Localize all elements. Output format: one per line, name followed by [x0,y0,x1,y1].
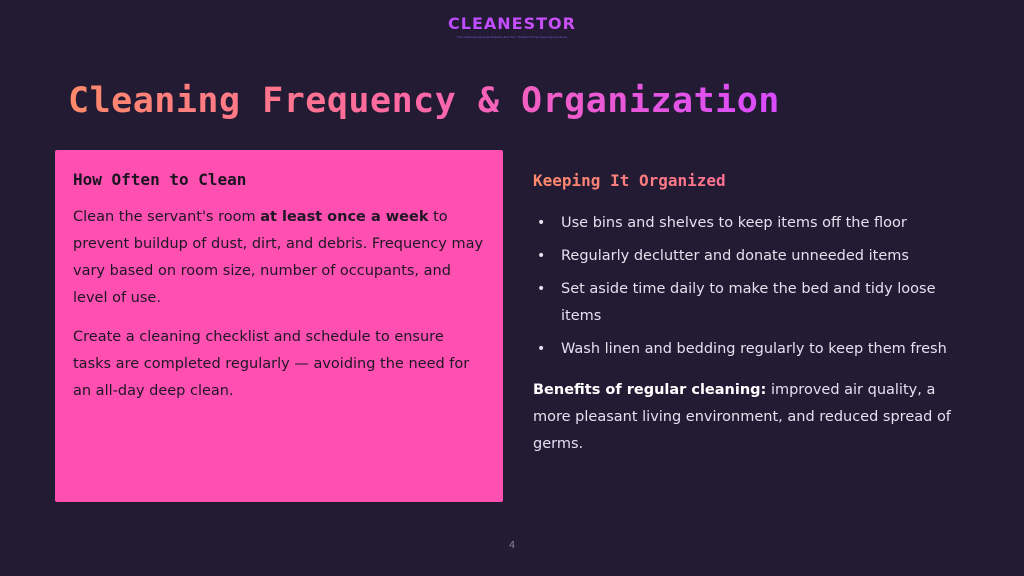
card-paragraph-2: Create a cleaning checklist and schedule to ensure tasks are completed regularly — avoiding the need for an all-day deep clean. [73,329,470,399]
benefits-text: improved air quality, a more pleasant living environment, and reduced spread of germs. [533,382,951,452]
logo-tagline: The Cleaning Services Experts and Your Trusted Home Cleaning Solutions [456,35,568,39]
organization-list [533,210,963,363]
p1-text-after: to prevent buildup of dust, dirt, and debris. Frequency may vary based on room size, number of occupants, and level of use. [73,209,484,306]
bullet-icon: • [537,215,546,231]
organization-heading: Keeping It Organized [533,170,963,192]
brand-logo [0,14,1024,40]
p1-emphasis: at least once a week [260,209,429,225]
logo-wordmark: CLEANESTOR [0,14,1024,34]
benefits-label: Benefits of regular cleaning: [533,382,767,398]
list-item-text: Wash linen and bedding regularly to keep them fresh [561,341,947,357]
list-item-text: Set aside time daily to make the bed and tidy loose items [561,281,936,324]
bullet-icon: • [537,248,546,264]
list-item-text: Regularly declutter and donate unneeded items [561,248,909,264]
bullet-icon: • [537,281,546,297]
list-item [533,243,963,270]
frequency-card [55,150,503,502]
list-item-text: Use bins and shelves to keep items off the floor [561,215,907,231]
organization-column [533,170,963,458]
slide-title: Cleaning Frequency & Organization [68,81,780,121]
benefits-paragraph [533,377,963,458]
list-item [533,276,963,330]
page-number: 4 [508,540,516,551]
card-heading: How Often to Clean [73,170,247,189]
list-item [533,336,963,363]
list-item [533,210,963,237]
p1-text-before: Clean the servant's room [73,209,261,225]
bullet-icon: • [537,341,546,357]
card-paragraph-1 [73,204,485,312]
